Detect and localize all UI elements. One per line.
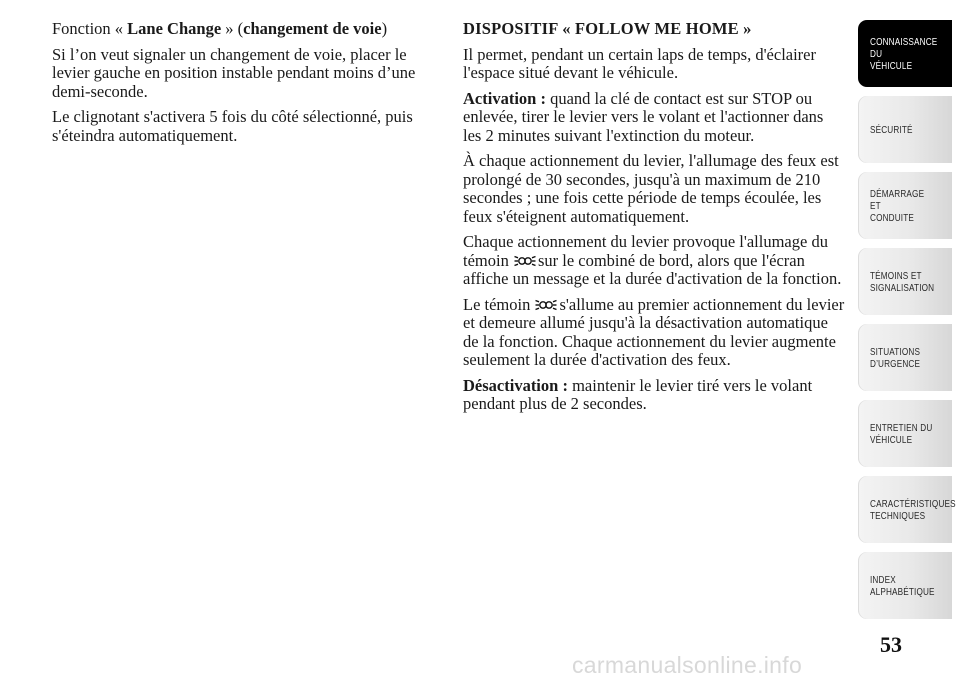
- position-lights-icon: [514, 254, 536, 268]
- lamp-para1-after: sur le combiné de bord, alors que l'écran affiche un message et la durée d'activation de la fonction.: [463, 250, 842, 288]
- tab-demarrage-et-conduite[interactable]: [858, 172, 952, 239]
- tab-label: DÉMARRAGE ET CONDUITE: [870, 187, 925, 224]
- deactivation-text: maintenir le levier tiré vers le volant pendant plus de 2 secondes.: [463, 375, 813, 413]
- each-actuation-paragraph: À chaque actionnement du levier, l'allumage des feux est prolongé de 30 secondes, jusqu'à un maximum de 210 secondes ; une fois cette période de temps écoulée, les feux s'éteignent automatiquement.: [463, 151, 839, 226]
- watermark: carmanualsonline.info: [572, 652, 803, 678]
- lamp-para1-before: Chaque actionnement du levier provoque l'allumage du témoin: [463, 232, 828, 270]
- tab-label: TÉMOINS ET SIGNALISATION: [870, 269, 935, 294]
- tab-situations-d-urgence[interactable]: [858, 324, 952, 391]
- activation-paragraph: [463, 90, 845, 146]
- tab-entretien-du-vehicule[interactable]: [858, 400, 952, 467]
- heading-prefix: Fonction «: [52, 19, 128, 38]
- heading-suffix: ): [381, 19, 388, 38]
- lane-change-para-1: Si l’on veut signaler un changement de voie, placer le levier gauche en position instable pendant moins d’une demi-seconde.: [52, 44, 416, 101]
- chapter-sidebar: [858, 20, 956, 628]
- right-column: [463, 20, 845, 421]
- activation-label: Activation :: [463, 88, 546, 108]
- lamp-para2-before: Le témoin: [463, 294, 535, 314]
- follow-me-home-intro: Il permet, pendant un certain laps de temps, d'éclairer l'espace situé devant le véhicule.: [463, 44, 816, 82]
- deactivation-label: Désactivation :: [463, 375, 568, 395]
- lamp-para2-after: s'allume au premier actionnement du levier et demeure allumé jusqu'à la désactivation automatique de la fonction. Chaque actionnement du levier augmente seulement la durée d'activation des feux.: [463, 294, 845, 369]
- deactivation-paragraph: [463, 377, 845, 414]
- heading-mid: » (: [221, 19, 244, 38]
- tab-label: CARACTÉRISTIQUES TECHNIQUES: [870, 497, 956, 522]
- lane-change-heading: [52, 20, 437, 39]
- tab-label: SÉCURITÉ: [870, 123, 913, 136]
- tab-label: ENTRETIEN DU VÉHICULE: [870, 421, 933, 446]
- tab-caracteristiques-techniques[interactable]: [858, 476, 956, 543]
- tab-label: INDEX ALPHABÉTIQUE: [870, 573, 935, 598]
- lane-change-para-2: Le clignotant s'activera 5 fois du côté sélectionné, puis s'éteindra automatiquement.: [52, 107, 413, 145]
- page-number: 53: [880, 632, 902, 657]
- tab-securite[interactable]: [858, 96, 952, 163]
- follow-me-home-heading: DISPOSITIF « FOLLOW ME HOME »: [463, 19, 752, 38]
- heading-name: Lane Change: [127, 19, 222, 38]
- lamp-paragraph-2: [463, 296, 845, 370]
- tab-label: SITUATIONS D’URGENCE: [870, 345, 921, 370]
- position-lights-icon: [535, 298, 557, 312]
- heading-sub: changement de voie: [243, 19, 382, 38]
- activation-text: quand la clé de contact est sur STOP ou enlevée, tirer le levier vers le volant et l'actionner dans les 2 minutes suivant l'extinction du moteur.: [463, 88, 824, 145]
- tab-connaissance-du-vehicule[interactable]: [858, 20, 952, 87]
- tab-temoins-et-signalisation[interactable]: [858, 248, 952, 315]
- tab-label: CONNAISSANCE DU VÉHICULE: [870, 35, 938, 72]
- tab-index-alphabetique[interactable]: [858, 552, 952, 619]
- left-column: [52, 20, 437, 152]
- lamp-paragraph-1: [463, 233, 845, 289]
